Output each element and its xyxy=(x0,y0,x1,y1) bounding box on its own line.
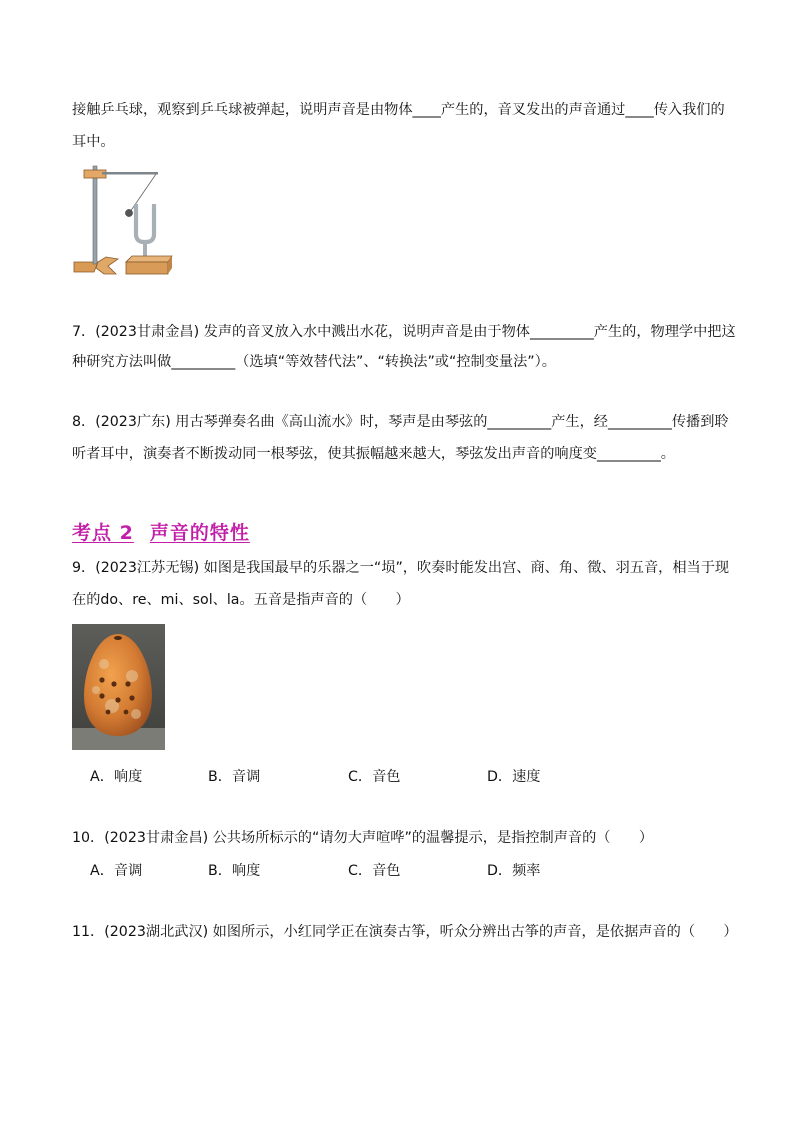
q9-option-b[interactable]: B．音调 xyxy=(208,769,261,785)
section-heading xyxy=(72,518,250,545)
q8-line-2: 听者耳中，演奏者不断拨动同一根琴弦，使其振幅越来越大，琴弦发出声音的响度变_________。 xyxy=(72,446,675,462)
q9-option-a[interactable]: A．响度 xyxy=(90,769,143,785)
q9-line-2: 在的do、re、mi、sol、la。五音是指声音的（ ） xyxy=(72,592,410,608)
section-title: 声音的特性 xyxy=(149,522,250,544)
q6-line-2: 耳中。 xyxy=(72,134,115,150)
q7-line-2: 种研究方法叫做_________（选填“等效替代法”、“转换法”或“控制变量法”）。 xyxy=(72,354,556,370)
tuning-fork-apparatus-figure xyxy=(72,158,176,278)
q11-stem: 11．(2023湖北武汉) 如图所示，小红同学正在演奏古筝，听众分辨出古筝的声音，是依据声音的（ ） xyxy=(72,924,738,940)
section-label: 考点 2 xyxy=(72,522,134,544)
q7-line-1: 7．(2023甘肃金昌) 发声的音叉放入水中溅出水花，说明声音是由于物体_________产生的，物理学中把这 xyxy=(72,324,736,340)
xun-instrument-photo xyxy=(72,624,165,750)
q6-line-1: 接触乒乓球，观察到乒乓球被弹起，说明声音是由物体____产生的，音叉发出的声音通过____传入我们的 xyxy=(72,102,725,118)
q8-line-1: 8．(2023广东) 用古琴弹奏名曲《高山流水》时，琴声是由琴弦的_________产生，经_________传播到聆 xyxy=(72,414,729,430)
q9-option-c[interactable]: C．音色 xyxy=(348,769,401,785)
q10-option-a[interactable]: A．音调 xyxy=(90,863,143,879)
q9-option-d[interactable]: D．速度 xyxy=(487,769,541,785)
q10-option-b[interactable]: B．响度 xyxy=(208,863,261,879)
q10-option-c[interactable]: C．音色 xyxy=(348,863,401,879)
q10-option-d[interactable]: D．频率 xyxy=(487,863,541,879)
q9-line-1: 9．(2023江苏无锡) 如图是我国最早的乐器之一“埙”，吹奏时能发出宫、商、角、徵、羽五音，相当于现 xyxy=(72,560,730,576)
q10-stem: 10．(2023甘肃金昌) 公共场所标示的“请勿大声喧哗”的温馨提示，是指控制声音的（ ） xyxy=(72,830,654,846)
